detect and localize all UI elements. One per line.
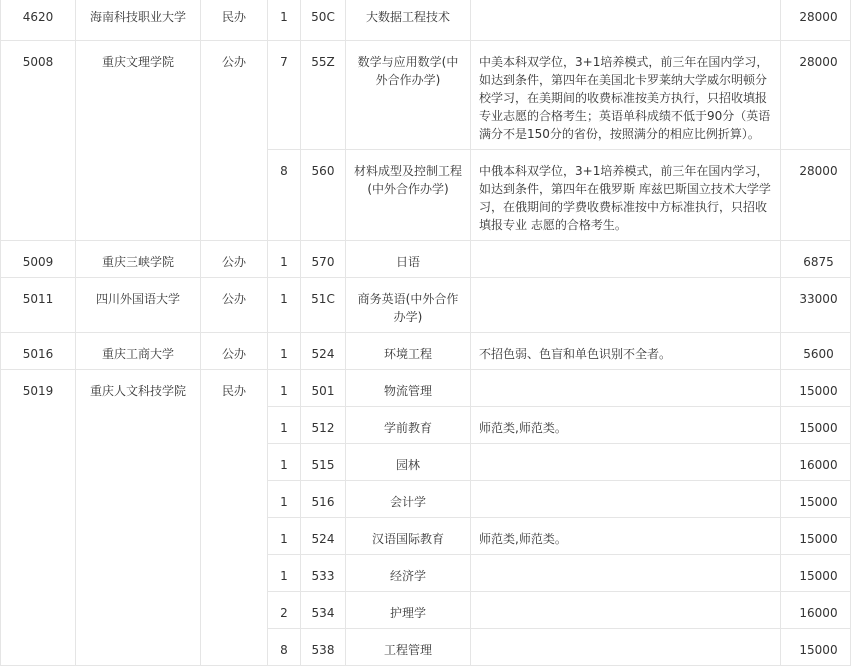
tuition-cell: 5600 — [781, 333, 851, 370]
tuition-cell: 15000 — [781, 629, 851, 666]
note-cell — [471, 241, 781, 278]
tuition-cell: 33000 — [781, 278, 851, 333]
plan-count-cell: 1 — [268, 555, 301, 592]
note-cell — [471, 370, 781, 407]
note-cell — [471, 444, 781, 481]
major-code-cell: 524 — [301, 518, 346, 555]
major-name-cell: 汉语国际教育 — [346, 518, 471, 555]
plan-count-cell: 2 — [268, 592, 301, 629]
school-type-cell: 公办 — [201, 241, 268, 278]
school-type-cell: 公办 — [201, 333, 268, 370]
tuition-cell: 15000 — [781, 370, 851, 407]
tuition-cell: 28000 — [781, 0, 851, 41]
major-code-cell: 516 — [301, 481, 346, 518]
major-name-cell: 经济学 — [346, 555, 471, 592]
tuition-cell: 6875 — [781, 241, 851, 278]
plan-count-cell: 8 — [268, 629, 301, 666]
plan-count-cell: 1 — [268, 481, 301, 518]
major-name-cell: 环境工程 — [346, 333, 471, 370]
note-cell — [471, 0, 781, 41]
major-code-cell: 50C — [301, 0, 346, 41]
note-cell: 师范类,师范类。 — [471, 407, 781, 444]
major-name-cell: 学前教育 — [346, 407, 471, 444]
major-code-cell: 55Z — [301, 41, 346, 150]
major-code-cell: 501 — [301, 370, 346, 407]
school-code-cell: 4620 — [1, 0, 76, 41]
table-row — [1, 0, 851, 41]
major-code-cell: 515 — [301, 444, 346, 481]
major-code-cell: 524 — [301, 333, 346, 370]
table-row — [1, 278, 851, 333]
plan-count-cell: 7 — [268, 41, 301, 150]
major-name-cell: 会计学 — [346, 481, 471, 518]
major-code-cell: 560 — [301, 150, 346, 241]
major-name-cell: 护理学 — [346, 592, 471, 629]
plan-count-cell: 8 — [268, 150, 301, 241]
school-name-cell: 四川外国语大学 — [76, 278, 201, 333]
table-row — [1, 370, 851, 407]
tuition-cell: 16000 — [781, 592, 851, 629]
school-type-cell: 民办 — [201, 370, 268, 666]
tuition-cell: 15000 — [781, 518, 851, 555]
major-code-cell: 538 — [301, 629, 346, 666]
major-code-cell: 512 — [301, 407, 346, 444]
table-row — [1, 41, 851, 150]
note-cell: 中俄本科双学位，3+1培养模式，前三年在国内学习，如达到条件，第四年在俄罗斯 库兹巴斯国立技术大学学习，在俄期间的学费收费标准按中方标准执行，只招收填报专业 志愿的合格考生。 — [471, 150, 781, 241]
school-name-cell: 重庆文理学院 — [76, 41, 201, 241]
school-code-cell: 5019 — [1, 370, 76, 666]
table-row — [1, 333, 851, 370]
major-code-cell: 534 — [301, 592, 346, 629]
tuition-cell: 15000 — [781, 481, 851, 518]
major-name-cell: 园林 — [346, 444, 471, 481]
school-name-cell: 重庆人文科技学院 — [76, 370, 201, 666]
plan-count-cell: 1 — [268, 241, 301, 278]
major-name-cell: 工程管理 — [346, 629, 471, 666]
major-code-cell: 51C — [301, 278, 346, 333]
school-name-cell: 重庆工商大学 — [76, 333, 201, 370]
major-name-cell: 大数据工程技术 — [346, 0, 471, 41]
plan-count-cell: 1 — [268, 333, 301, 370]
school-code-cell: 5016 — [1, 333, 76, 370]
plan-count-cell: 1 — [268, 0, 301, 41]
major-name-cell: 商务英语(中外合作办学) — [346, 278, 471, 333]
school-name-cell: 海南科技职业大学 — [76, 0, 201, 41]
school-code-cell: 5008 — [1, 41, 76, 241]
tuition-cell: 28000 — [781, 41, 851, 150]
school-code-cell: 5011 — [1, 278, 76, 333]
major-code-cell: 533 — [301, 555, 346, 592]
table-row — [1, 241, 851, 278]
school-type-cell: 公办 — [201, 278, 268, 333]
note-cell — [471, 629, 781, 666]
note-cell — [471, 278, 781, 333]
plan-count-cell: 1 — [268, 518, 301, 555]
note-cell: 师范类,师范类。 — [471, 518, 781, 555]
note-cell: 中美本科双学位，3+1培养模式，前三年在国内学习，如达到条件，第四年在美国北卡罗莱纳大学威尔明顿分校学习，在美期间的收费标准按美方执行，只招收填报专业志愿的合格考生；英语单科成绩不低于90分（英语满分不是150分的省份，按照满分的相应比例折算）。 — [471, 41, 781, 150]
note-cell — [471, 555, 781, 592]
note-cell: 不招色弱、色盲和单色识别不全者。 — [471, 333, 781, 370]
major-code-cell: 570 — [301, 241, 346, 278]
major-name-cell: 物流管理 — [346, 370, 471, 407]
major-name-cell: 数学与应用数学(中外合作办学) — [346, 41, 471, 150]
major-name-cell: 材料成型及控制工程(中外合作办学) — [346, 150, 471, 241]
school-code-cell: 5009 — [1, 241, 76, 278]
note-cell — [471, 592, 781, 629]
plan-count-cell: 1 — [268, 278, 301, 333]
tuition-cell: 28000 — [781, 150, 851, 241]
plan-count-cell: 1 — [268, 444, 301, 481]
tuition-cell: 16000 — [781, 444, 851, 481]
tuition-cell: 15000 — [781, 555, 851, 592]
tuition-cell: 15000 — [781, 407, 851, 444]
note-cell — [471, 481, 781, 518]
plan-count-cell: 1 — [268, 407, 301, 444]
school-type-cell: 公办 — [201, 41, 268, 241]
school-name-cell: 重庆三峡学院 — [76, 241, 201, 278]
plan-count-cell: 1 — [268, 370, 301, 407]
major-name-cell: 日语 — [346, 241, 471, 278]
school-type-cell: 民办 — [201, 0, 268, 41]
